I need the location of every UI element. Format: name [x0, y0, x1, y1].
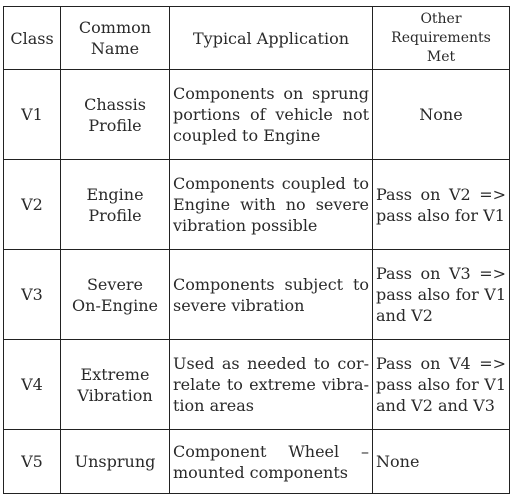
cell-class: V1 — [4, 70, 61, 160]
header-typical-application: Typical Application — [170, 7, 373, 70]
cell-common-name: Engine Profile — [61, 160, 170, 250]
cell-other-requirements: Pass on V2 => pass also for V1 — [373, 160, 510, 250]
table-row — [4, 340, 510, 430]
cell-typical-application: Components coupled to Engine with no severe vibration possible — [170, 160, 373, 250]
cell-class: V2 — [4, 160, 61, 250]
cell-common-name: Chassis Profile — [61, 70, 170, 160]
header-other-requirements: Other Requirements Met — [373, 7, 510, 70]
table-row — [4, 250, 510, 340]
table-row — [4, 70, 510, 160]
header-common-name: Common Name — [61, 7, 170, 70]
cell-other-requirements: Pass on V3 => pass also for V1 and V2 — [373, 250, 510, 340]
cell-common-name: Severe On-Engine — [61, 250, 170, 340]
vibration-class-table — [3, 6, 510, 494]
cell-typical-application: Components subject to severe vibration — [170, 250, 373, 340]
vibration-class-table-container — [3, 6, 509, 494]
cell-other-requirements: None — [373, 430, 510, 494]
cell-common-name: Unsprung — [61, 430, 170, 494]
cell-typical-application: Used as needed to cor- relate to extreme vibra- tion areas — [170, 340, 373, 430]
cell-common-name: Extreme Vibration — [61, 340, 170, 430]
cell-other-requirements: None — [373, 70, 510, 160]
cell-class: V4 — [4, 340, 61, 430]
header-row — [4, 7, 510, 70]
header-class: Class — [4, 7, 61, 70]
cell-class: V5 — [4, 430, 61, 494]
cell-other-requirements: Pass on V4 => pass also for V1 and V2 and V3 — [373, 340, 510, 430]
cell-class: V3 — [4, 250, 61, 340]
table-row — [4, 160, 510, 250]
cell-typical-application: Components on sprung portions of vehicle not coupled to Engine — [170, 70, 373, 160]
table-row — [4, 430, 510, 494]
cell-typical-application: Component Wheel – mounted components — [170, 430, 373, 494]
